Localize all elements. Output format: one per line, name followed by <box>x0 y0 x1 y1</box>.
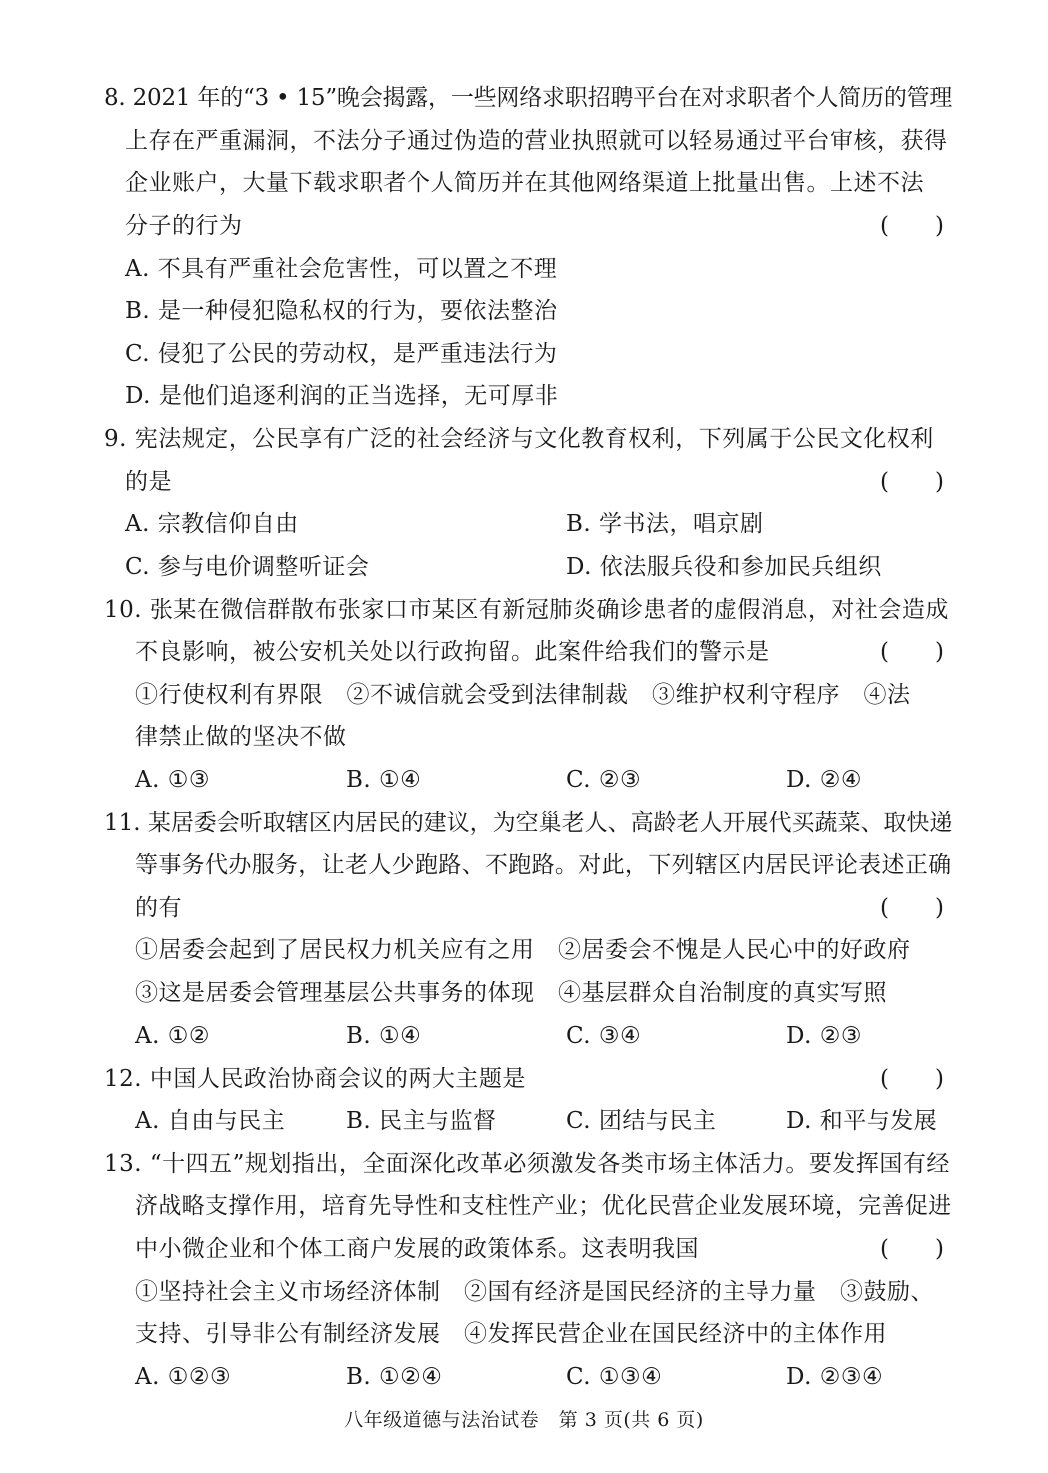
q9-answer-blank: ( ) <box>880 469 944 495</box>
q11-stem-line-3: 的有 <box>135 895 182 921</box>
q9-option-b: B. 学书法，唱京剧 <box>566 511 764 537</box>
q10-option-c: C. ②③ <box>566 767 642 793</box>
q8-option-b: B. 是一种侵犯隐私权的行为，要依法整治 <box>125 298 558 324</box>
q9-stem-line-2: 的是 <box>125 469 172 495</box>
q11-stem-line-2: 等事务代办服务，让老人少跑路、不跑路。对此，下列辖区内居民评论表述正确 <box>135 852 952 878</box>
q9-option-c: C. 参与电价调整听证会 <box>125 554 370 580</box>
q11-answer-blank: ( ) <box>880 895 944 921</box>
q13-stem-line-3: 中小微企业和个体工商户发展的政策体系。这表明我国 <box>135 1236 699 1262</box>
q12-option-b: B. 民主与监督 <box>346 1108 497 1134</box>
q8-option-c: C. 侵犯了公民的劳动权，是严重违法行为 <box>125 341 558 367</box>
q12-answer-blank: ( ) <box>880 1066 944 1092</box>
q11-option-c: C. ③④ <box>566 1023 642 1049</box>
q12-stem-line-1: 12. 中国人民政治协商会议的两大主题是 <box>104 1066 526 1092</box>
q12-option-a: A. 自由与民主 <box>135 1108 286 1134</box>
q13-option-b: B. ①②④ <box>346 1364 443 1390</box>
q12-option-d: D. 和平与发展 <box>786 1108 938 1134</box>
q10-option-a: A. ①③ <box>135 767 210 793</box>
q8-stem-line-3: 企业账户，大量下载求职者个人简历并在其他网络渠道上批量出售。上述不法 <box>125 170 924 196</box>
q13-stem-line-2: 济战略支撑作用，培育先导性和支柱性产业；优化民营企业发展环境，完善促进 <box>135 1193 952 1219</box>
q8-option-d: D. 是他们追逐利润的正当选择，无可厚非 <box>125 383 559 409</box>
q11-statements-line-2: ③这是居委会管理基层公共事务的体现 ④基层群众自治制度的真实写照 <box>135 980 887 1006</box>
q8-stem-line-2: 上存在严重漏洞，不法分子通过伪造的营业执照就可以轻易通过平台审核，获得 <box>125 128 948 154</box>
q13-option-a: A. ①②③ <box>135 1364 232 1390</box>
q13-answer-blank: ( ) <box>880 1236 944 1262</box>
q13-option-d: D. ②③④ <box>786 1364 884 1390</box>
q11-stem-line-1: 11. 某居委会听取辖区内居民的建议，为空巢老人、高龄老人开展代买蔬菜、取快递 <box>104 810 953 836</box>
q10-option-d: D. ②④ <box>786 767 862 793</box>
page-footer: 八年级道德与法治试卷 第 3 页(共 6 页) <box>344 1409 704 1431</box>
q13-option-c: C. ①③④ <box>566 1364 663 1390</box>
q8-answer-blank: ( ) <box>880 213 944 239</box>
q13-statements-line-1: ①坚持社会主义市场经济体制 ②国有经济是国民经济的主导力量 ③鼓励、 <box>135 1279 934 1305</box>
q9-option-d: D. 依法服兵役和参加民兵组织 <box>566 554 882 580</box>
q8-stem-line-4: 分子的行为 <box>125 213 243 239</box>
q10-statements-line-2: 律禁止做的坚决不做 <box>135 724 347 750</box>
q11-statements-line-1: ①居委会起到了居民权力机关应有之用 ②居委会不愧是人民心中的好政府 <box>135 937 911 963</box>
q11-option-a: A. ①② <box>135 1023 210 1049</box>
q10-stem-line-1: 10. 张某在微信群散布张家口市某区有新冠肺炎确诊患者的虚假消息，对社会造成 <box>104 597 949 623</box>
q13-statements-line-2: 支持、引导非公有制经济发展 ④发挥民营企业在国民经济中的主体作用 <box>135 1321 887 1347</box>
q9-option-a: A. 宗教信仰自由 <box>125 511 299 537</box>
q13-stem-line-1: 13. “十四五”规划指出，全面深化改革必须激发各类市场主体活力。要发挥国有经 <box>104 1151 950 1177</box>
q10-answer-blank: ( ) <box>880 639 944 665</box>
q9-stem-line-1: 9. 宪法规定，公民享有广泛的社会经济与文化教育权利，下列属于公民文化权利 <box>104 426 934 452</box>
q11-option-d: D. ②③ <box>786 1023 862 1049</box>
q8-option-a: A. 不具有严重社会危害性，可以置之不理 <box>125 256 558 282</box>
q10-statements-line-1: ①行使权利有界限 ②不诚信就会受到法律制裁 ③维护权利守程序 ④法 <box>135 682 911 708</box>
q10-option-b: B. ①④ <box>346 767 422 793</box>
q10-stem-line-2: 不良影响，被公安机关处以行政拘留。此案件给我们的警示是 <box>135 639 770 665</box>
q12-option-c: C. 团结与民主 <box>566 1108 717 1134</box>
q11-option-b: B. ①④ <box>346 1023 422 1049</box>
q8-stem-line-1: 8. 2021 年的“3 • 15”晚会揭露，一些网络求职招聘平台在对求职者个人简历的管理 <box>104 85 953 111</box>
